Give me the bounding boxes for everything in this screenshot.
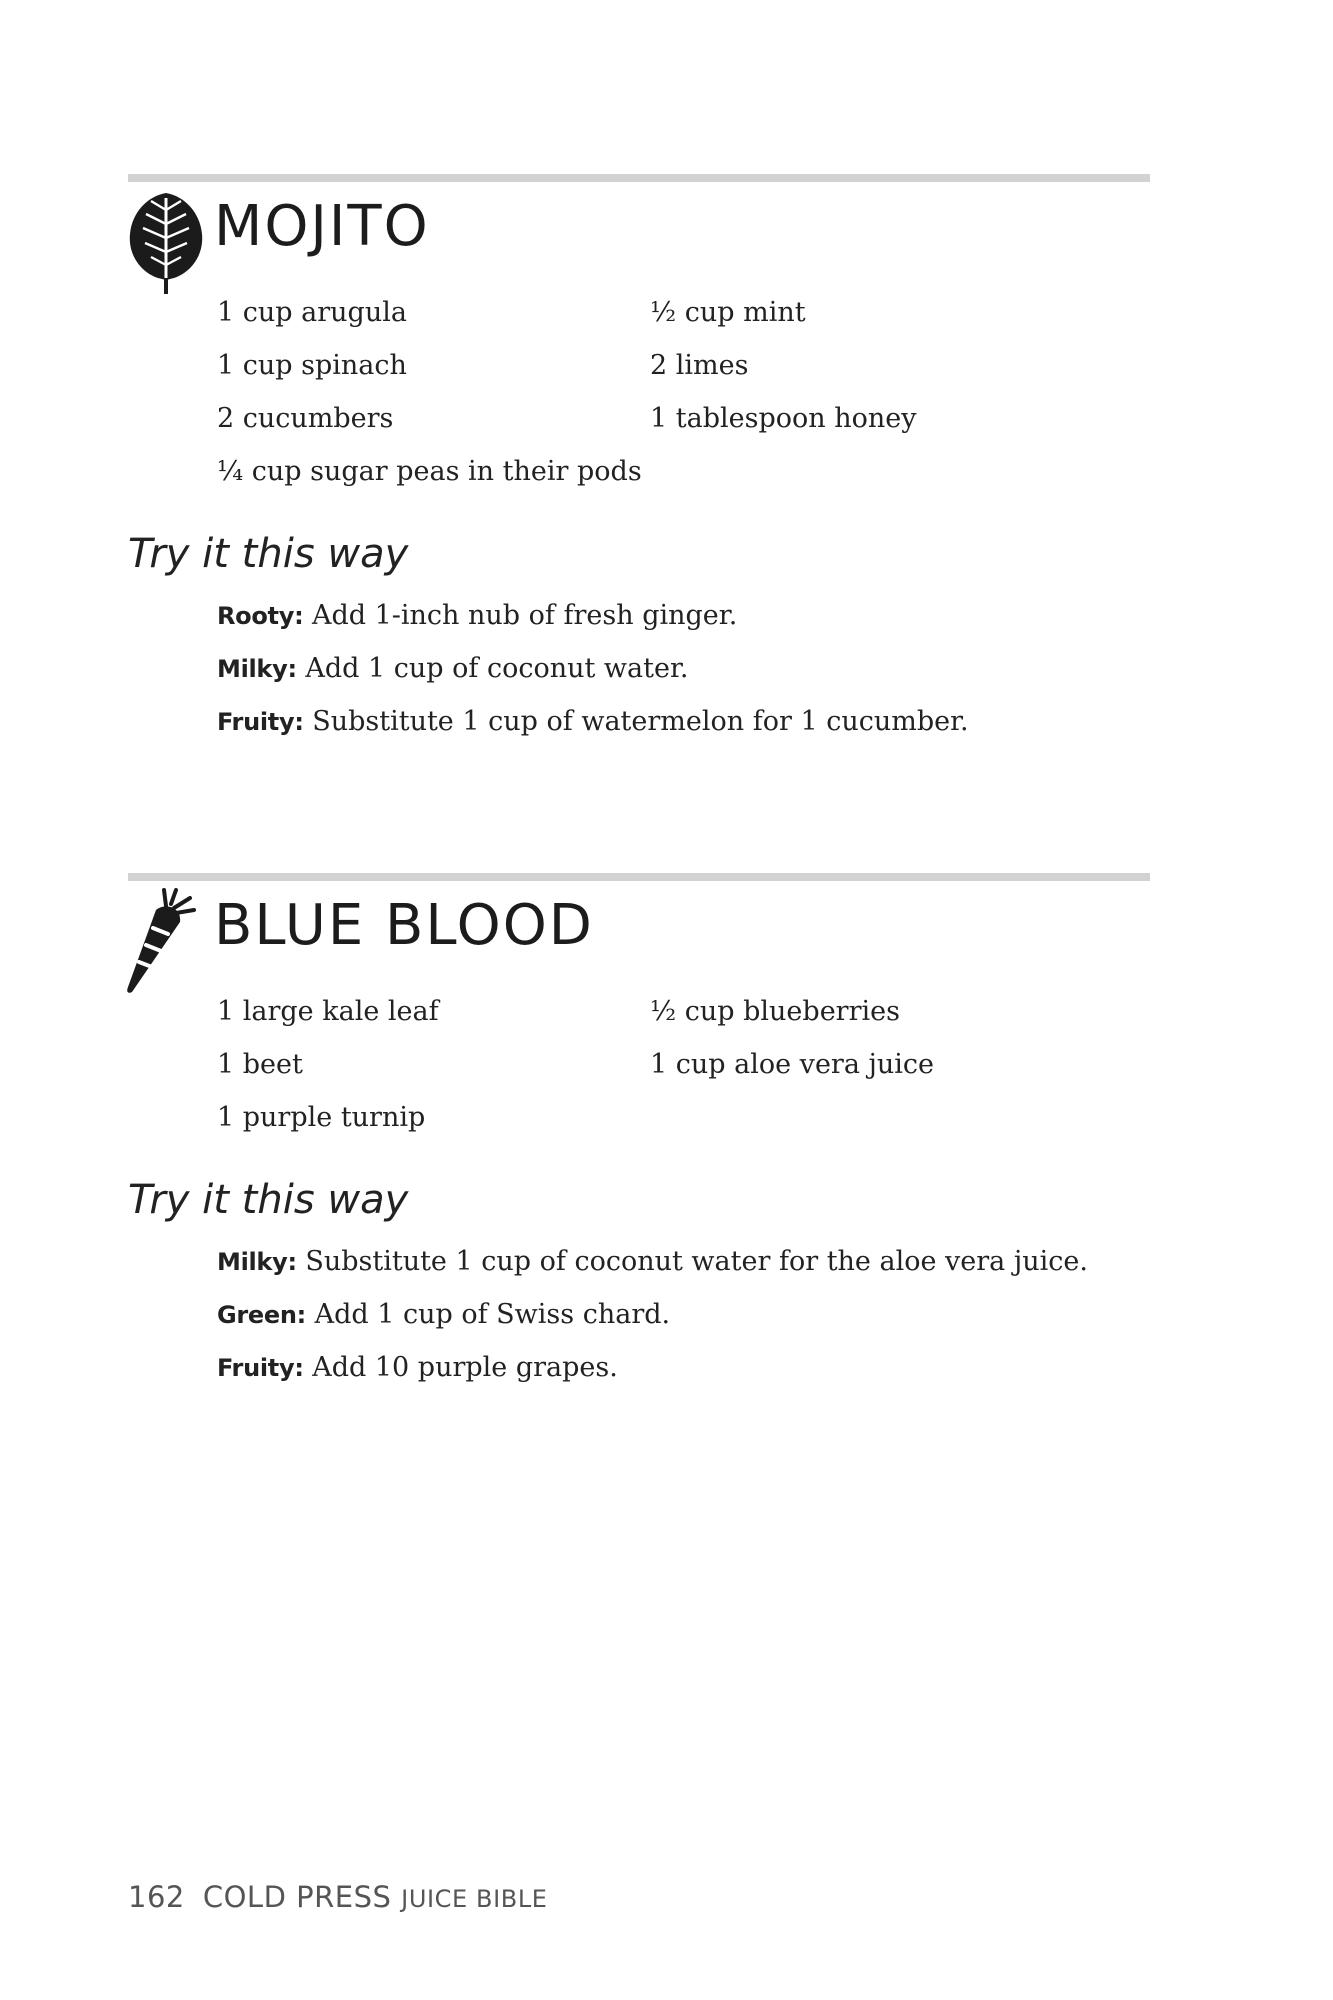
variation	[217, 1288, 1088, 1341]
variation-text: Add 10 purple grapes.	[303, 1352, 618, 1383]
book-title-main: COLD PRESS	[202, 1880, 392, 1914]
recipe-title: BLUE BLOOD	[214, 893, 594, 958]
ingredient: 1 cup spinach	[217, 350, 407, 381]
variation	[217, 642, 969, 695]
variation	[217, 589, 969, 642]
book-title-sub: JUICE BIBLE	[401, 1885, 548, 1913]
ingredient-list-right	[650, 985, 934, 1091]
variation-label: Fruity:	[217, 708, 304, 736]
ingredient: 1 large kale leaf	[217, 996, 439, 1027]
ingredient-list-left	[217, 286, 642, 498]
variation-label: Milky:	[217, 1248, 297, 1276]
variation-label: Green:	[217, 1301, 306, 1329]
ingredient: 1 beet	[217, 1049, 303, 1080]
variation-list	[217, 1235, 1088, 1394]
variation-label: Rooty:	[217, 602, 304, 630]
ingredient: 2 limes	[650, 350, 749, 381]
spinach-leaf-icon	[126, 190, 206, 296]
variation-text: Substitute 1 cup of watermelon for 1 cucumber.	[303, 706, 969, 737]
variation-list	[217, 589, 969, 748]
variation	[217, 1341, 1088, 1394]
variation-text: Add 1 cup of Swiss chard.	[305, 1299, 671, 1330]
try-it-heading: Try it this way	[128, 531, 409, 577]
ingredient: ½ cup mint	[650, 297, 806, 328]
ingredient: 1 purple turnip	[217, 1102, 426, 1133]
variation-label: Milky:	[217, 655, 297, 683]
section-divider	[128, 873, 1150, 881]
ingredient: 2 cucumbers	[217, 403, 394, 434]
variation-text: Substitute 1 cup of coconut water for the aloe vera juice.	[296, 1246, 1088, 1277]
ingredient: 1 cup arugula	[217, 297, 407, 328]
variation	[217, 695, 969, 748]
ingredient-list-left	[217, 985, 439, 1144]
ingredient: 1 tablespoon honey	[650, 403, 917, 434]
page-footer	[128, 1880, 548, 1914]
carrot-icon	[126, 888, 196, 996]
ingredient: 1 cup aloe vera juice	[650, 1049, 935, 1080]
variation-text: Add 1-inch nub of fresh ginger.	[303, 600, 738, 631]
ingredient: ½ cup blueberries	[650, 996, 900, 1027]
recipe-title: MOJITO	[214, 194, 430, 259]
variation-label: Fruity:	[217, 1354, 304, 1382]
page-number: 162	[128, 1880, 185, 1914]
try-it-heading: Try it this way	[128, 1177, 409, 1223]
section-divider	[128, 174, 1150, 182]
variation-text: Add 1 cup of coconut water.	[296, 653, 689, 684]
ingredient: ¼ cup sugar peas in their pods	[217, 456, 642, 487]
ingredient-list-right	[650, 286, 917, 445]
variation	[217, 1235, 1088, 1288]
